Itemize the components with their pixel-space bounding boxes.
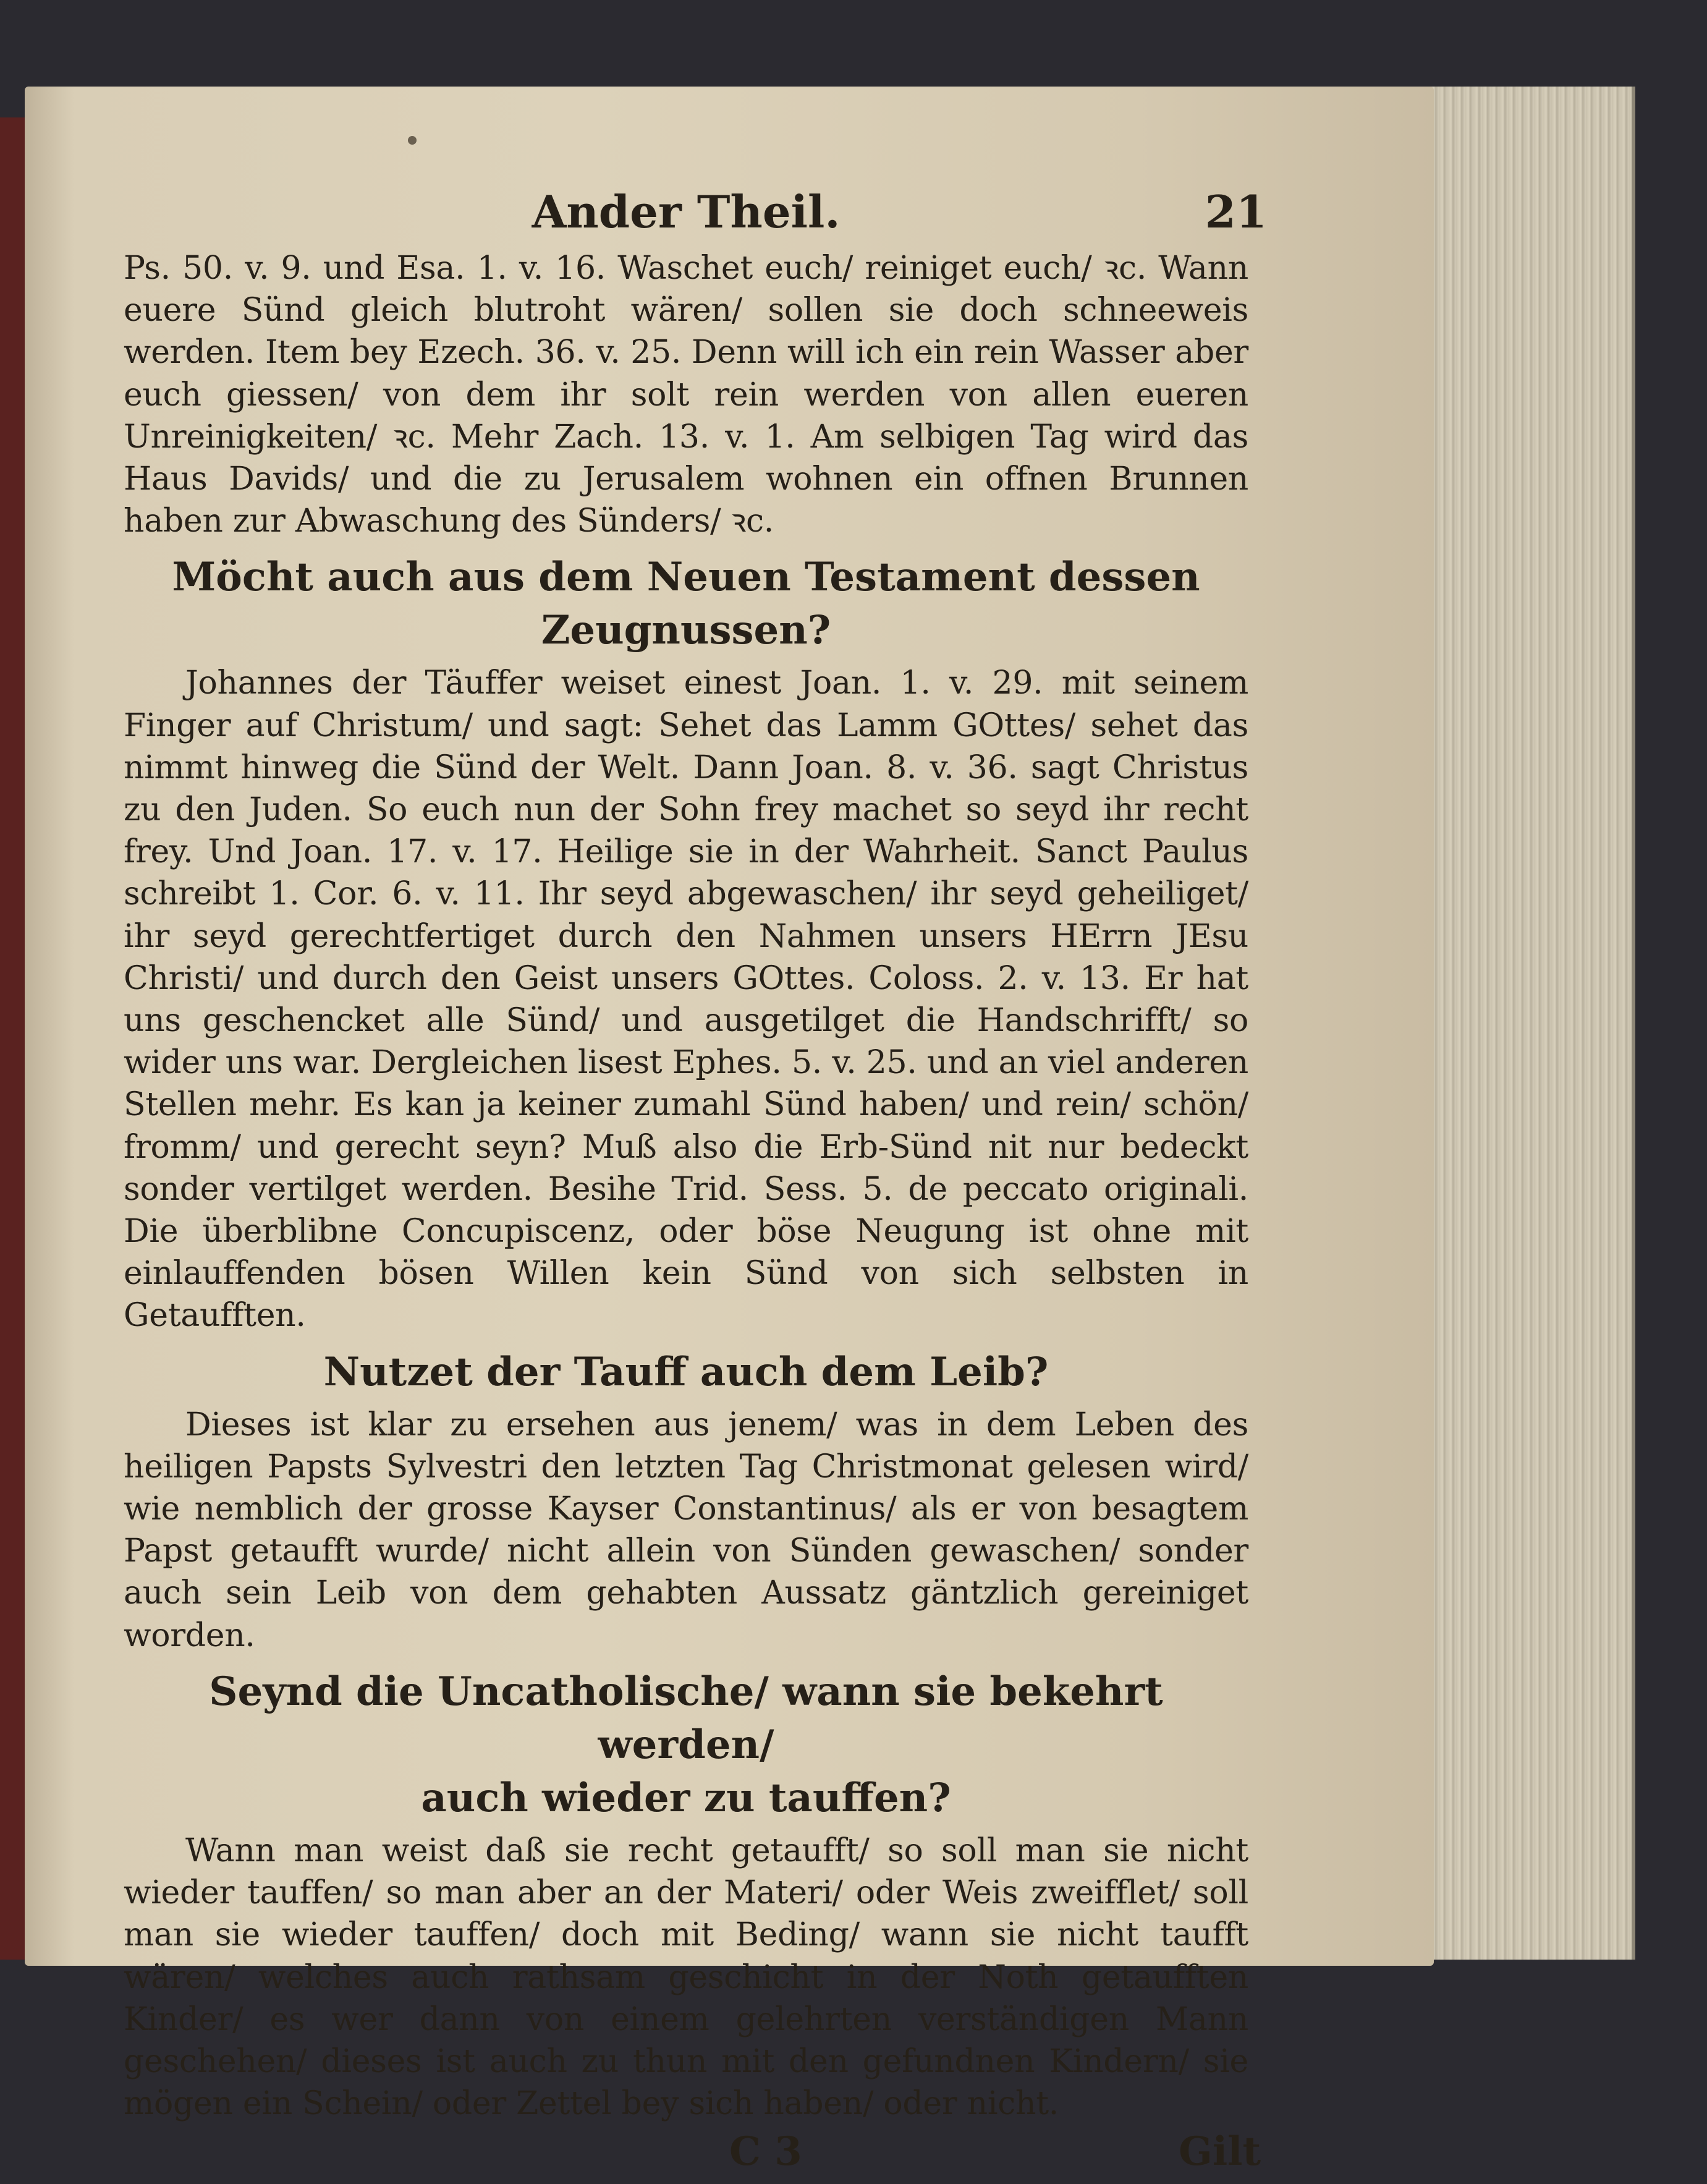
heading-line: Möcht auch aus dem Neuen Testament dessen <box>172 554 1200 601</box>
heading-new-testament <box>124 551 1248 657</box>
book-page <box>25 87 1434 2175</box>
book-spine <box>0 117 26 1960</box>
heading-tauff-leib <box>124 1346 1248 1399</box>
page-footer <box>124 2128 1261 2184</box>
paragraph-3: Dieses ist klar zu ersehen aus jenem/ was in dem Leben des heiligen Papsts Sylvestri den letzten Tag Christmonat gelesen wird/ wie nemblich der grosse Kayser Constantinus/ als er von besagtem Papst getaufft wurde/ nicht allein von Sünden gewaschen/ sonder auch sein Leib von dem gehabten Aussatz gäntzlich gereiniget worden. <box>124 1406 1248 1654</box>
paragraph-2: Johannes der Täuffer weiset einest Joan. 1. v. 29. mit seinem Finger auf Christum/ und sagt: Sehet das Lamm GOttes/ sehet das nimmt hinweg die Sünd der Welt. Dann Joan. 8. v. 36. sagt Christus zu den Juden. So euch nun der Sohn frey machet so seyd ihr recht frey. Und Joan. 17. v. 17. Heilige sie in der Wahrheit. Sanct Paulus schreibt 1. Cor. 6. v. 11. Ihr seyd abgewaschen/ ihr seyd geheiliget/ ihr seyd gerechtfertiget durch den Nahmen unsers HErrn JEsu Christi/ und durch den Geist unsers GOttes. Coloss. 2. v. 13. Er hat uns geschencket alle Sünd/ und ausgetilget die Handschrifft/ so wider uns war. Dergleichen lisest Ephes. 5. v. 25. und an viel anderen Stellen mehr. Es kan ja keiner zumahl Sünd haben/ und rein/ schön/ fromm/ und gerecht seyn? Muß also die Erb-Sünd nit nur bedeckt sonder vertilget werden. Besihe Trid. Sess. 5. de peccato originali. Die überblibne Concupiscenz, oder böse Neugung ist ohne mit einlauffenden bösen Willen kein Sünd von sich selbsten in Getaufften. <box>124 665 1248 1335</box>
signature-mark: C 3 <box>729 2128 802 2175</box>
heading-line: Nutzet der Tauff auch dem Leib? <box>323 1348 1049 1395</box>
page-number: 21 <box>1205 185 1267 238</box>
ink-spot <box>408 136 417 145</box>
running-title: Ander Theil. <box>532 185 841 238</box>
heading-line: Zeugnussen? <box>541 607 831 654</box>
page-edges <box>1421 87 1635 1960</box>
paragraph-1: Ps. 50. v. 9. und Esa. 1. v. 16. Waschet euch/ reiniget euch/ ꝛc. Wann euere Sünd gleich blutroht wären/ sollen sie doch schneeweis werden. Item bey Ezech. 36. v. 25. Denn will ich ein rein Wasser aber euch giessen/ von dem ihr solt rein werden von allen eueren Unreinigkeiten/ ꝛc. Mehr Zach. 13. v. 1. Am selbigen Tag wird das Haus Davids/ und die zu Jerusalem wohnen ein offnen Brunnen haben zur Abwaschung des Sünders/ ꝛc. <box>124 250 1248 540</box>
text-block <box>124 179 1267 2184</box>
heading-uncatholische <box>124 1665 1248 1825</box>
paragraph-4: Wann man weist daß sie recht getaufft/ so soll man sie nicht wieder tauffen/ so man aber an der Materi/ oder Weis zweifflet/ soll man sie wieder tauffen/ doch mit Beding/ wann sie nicht taufft wären/ welches auch rathsam geschicht in der Noth getaufften Kinder/ es wer dann von einem gelehrten verständigen Mann geschehen/ dieses ist auch zu thun mit den gefundnen Kindern/ sie mögen ein Schein/ oder Zettel bey sich haben/ oder nicht. <box>124 1832 1248 2123</box>
running-head <box>124 179 1267 247</box>
heading-line: Seynd die Uncatholische/ wann sie bekehrt werden/ <box>209 1668 1163 1768</box>
heading-line: auch wieder zu tauffen? <box>421 1774 951 1821</box>
catchword: Gilt <box>1179 2128 1261 2175</box>
